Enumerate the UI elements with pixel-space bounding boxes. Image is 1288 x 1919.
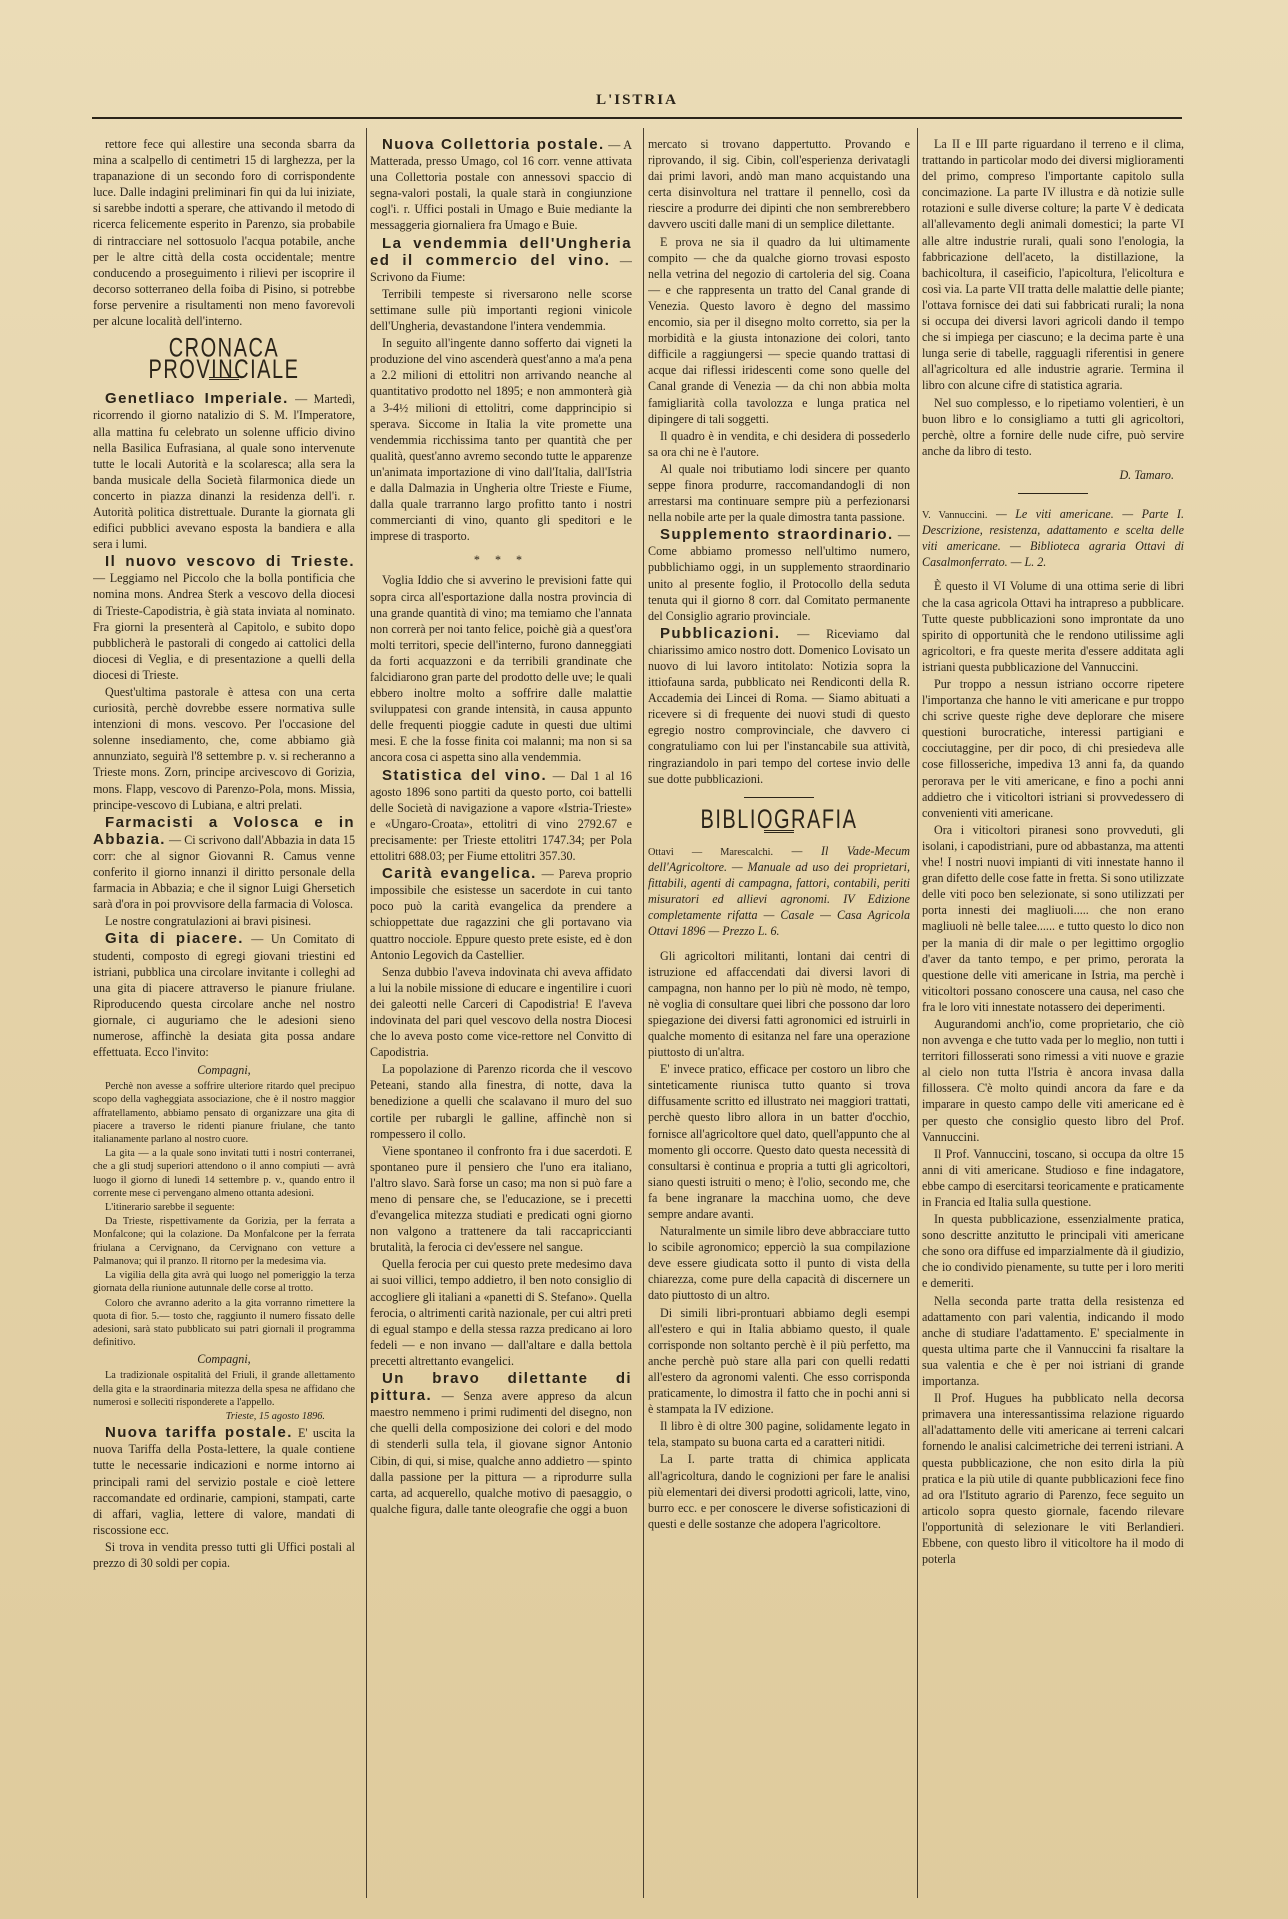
paragraph: La II e III parte riguardano il terreno e il clima, trattando in particolar modo dei diversi miglioramenti del primo, compreso l'importante capitolo sulla concimazione. La parte IV illustra e dà notizie sulle rotazioni e sulle diverse colture; la parte V è dedicata all'allevamento degli animali domestici; la parte VI alle altre industrie rurali, quali sono l'enologia, la fabbricazione dell'aceto, la distillazione, la bachicoltura, il caseificio, l'apicoltura, l'elicoltura e così via. La parte VII tratta delle malattie delle piante; l'ottava fornisce dei dati sui fabbricati rurali; la nona si occupa dei diversi lavori agricoli dando il tempo che si impiega per ciascuno; e la decima parte è una lunga serie di tabelle, ragguagli riferentisi in genere all'agricoltura ed alle industrie agrarie. Termina il libro con alcune cifre di statistica agraria.: [922, 137, 1184, 393]
paragraph: Il libro è di oltre 300 pagine, solidamente legato in tela, stampato su buona carta ed a caratteri nitidi.: [648, 1419, 910, 1450]
paragraph: Il Prof. Vannuccini, toscano, si occupa da oltre 15 anni di viti americane. Studioso e fine indagatore, ebbe campo di esercitarsi teoricamente e praticamente in Francia ed Italia sulla questione.: [922, 1146, 1184, 1210]
article-body: — Leggiamo nel Piccolo che la bolla pontificia che nomina mons. Andrea Sterk a vescovo della diocesi di Trieste-Capodistria, è già stata inviata al nominato. Fra giorni la presenterà al Capitolo, e subito dopo pubblicherà le pastorali di congedo ai cattolici della diocesi di Veglia, e di presentazione a quelli della diocesi di Trieste.: [93, 571, 355, 682]
article-body: — Un Comitato di studenti, composto di egregi giovani triestini ed istriani, pubblica una circolare invitante i colleghi ad una gita di piacere attraverso le pianure friulane. Riproducendo questa circolare anche nel nostro giornale, ci auguriamo che le adesioni sieno numerose, affinchè la desiata gita possa andare effettuata. Ecco l'invito:: [93, 932, 355, 1060]
paragraph: Le nostre congratulazioni ai bravi pisinesi.: [105, 914, 312, 929]
signature: D. Tamaro.: [1119, 467, 1174, 482]
book-author: V. Vannuccini.: [922, 509, 988, 521]
section-title-cronaca: CRONACA PROVINCIALE: [148, 333, 300, 385]
article-title: Gita di piacere.: [105, 930, 244, 948]
paragraph: La tradizionale ospitalità del Friuli, il grande allettamento della gita e la straordinaria mitezza della spesa ne affidano che numerosi e sollecìti risponderete a l'appello.: [93, 1370, 355, 1408]
article-body: — Scrivono da Fiume:: [370, 253, 632, 284]
article-body: — Riceviamo dal chiarissimo amico nostro dott. Domenico Lovisato un nuovo di lui lavoro intitolato: Notizia sopra la ittiofauna sarda, pubblicato nei Rendiconti della R. Accademia dei Lincei di Roma. — Siamo abituati a ricevere si di frequente dei nuovi studi di questo egregio nostro comprovinciale, che davvero ci congratuliamo con lui per l'instancabile sua attività, ringraziandolo in pari tempo del cortese invio delle sue dotte pubblicazioni.: [648, 626, 910, 786]
article-title: Nuova Collettoria postale.: [382, 136, 605, 153]
column-3: [648, 136, 910, 1896]
paragraph: È questo il VI Volume di una ottima serie di libri che la casa agricola Ottavi ha intrapreso a pubblicare. Tutte queste pubblicazioni sono improntate da uno spirito di opportunità che le rendono utilissime agli agricoltori, e fra queste merita d'essere additata agli istriani questa pubblicazione del Vannuccini.: [922, 579, 1184, 674]
dateline: Trieste, 15 agosto 1896.: [225, 1411, 325, 1423]
paragraph: Di simili libri-prontuari abbiamo degli esempi all'estero e qui in Italia abbiamo questo, il quale corrisponde non soltanto perchè è il più perfetto, ma anche perchè può stare alla pari con quelli redatti all'estero da agronomi valenti. Che esso corrisponda praticamente, lo dimostra il fatto che in pochi anni si è stampata la IV edizione.: [648, 1305, 910, 1417]
paragraph: Il quadro è in vendita, e chi desidera di possederlo sa ora chi ne è l'autore.: [648, 428, 910, 459]
divider: [1018, 493, 1088, 494]
paragraph: La I. parte tratta di chimica applicata all'agricoltura, dando le cognizioni per fare le analisi più elementari dei diversi prodotti agricoli, latte, vino, burro ecc. e per conoscere le diverse sofisticazioni di questi e delle sostanze che adopera l'agricoltore.: [648, 1452, 910, 1531]
column-2: [370, 136, 632, 1896]
column-rule: [643, 128, 644, 1898]
paragraph: Gli agricoltori militanti, lontani dai centri di istruzione ed affaccendati dai diversi lavori di campagna, non hanno per lo più nè modo, nè tempo, nè voglia di consultare quei libri che possono dar loro spiegazione dei diversi fatti agronomici ed istruirli in qualche momento di esitanza nel fare una operazione piuttosto di un'altra.: [648, 948, 910, 1060]
paragraph: In questa pubblicazione, essenzialmente pratica, sono descritte anzitutto le principali viti americane che sono ora diffuse ed imparzialmente dà il giudizio, che io condivido pienamente, su tutte per i loro meriti e demeriti.: [922, 1212, 1184, 1291]
paragraph: Da Trieste, rispettivamente da Gorizia, per la ferrata a Monfalcone; qui la colazione. Da Monfalcone per la ferrata friulana a Cervignano, da Cervignano con vetture a Palmanova; qui il pranzo. Il ritorno per la medesima via.: [93, 1216, 355, 1267]
paragraph: Terribili tempeste si riversarono nelle scorse settimane sulle più importanti regioni vinicole dell'Ungheria, devastandone l'intera vendemmia.: [370, 286, 632, 334]
article-title: Supplemento straordinario.: [660, 526, 894, 544]
paragraph: La vigilia della gita avrà qui luogo nel pomeriggio la terza giornata della riunione autunnale delle corse al trotto.: [93, 1270, 355, 1295]
article-title: Carità evangelica.: [382, 865, 537, 883]
header-rule: [92, 117, 1182, 119]
paragraph: Ora i viticoltori piranesi sono provveduti, gli isolani, i capodistriani, pure od abbastanza, ma attenti vhe! I nostri nuovi impianti di viti innestate hanno il gran difetto delle cose fatte in fretta. Si sono utilizzate delle viti poco ben selezionate, si sono utilizzati per porta innesti dei magliuoli..... che non erano magliuoli nè belle talee...... e tutto questo lo dico non per la mania di dir male o per legittimo orgoglio d'aver da tanto tempo, e per primo, perorata la questione delle viti americane in Istria, ma perchè i viticoltori possano conoscere una causa, nel caso che fra le loro viti innestate notassero dei deperimenti.: [922, 822, 1184, 1014]
paragraph: E' invece pratico, efficace per costoro un libro che sinteticamente riunisca tutto quanto si trova diffusamente scritto ed illustrato nei maggiori trattati, perchè questo libro allora in un batter d'occhio, fornisce all'agricoltore quel dato, quell'appunto che al momento gli occorre. Questo dato questa necessità di consultarsi è continua e propria a tutti gli agricoltori, siano questi istruiti o meno; è l'olio, secondo me, che fa bene ingranare la macchina uomo, che deve sempre andare avanti.: [648, 1062, 910, 1222]
paragraph: Quella ferocia per cui questo prete medesimo dava ai suoi villici, tempo addietro, il ben noto consiglio di accogliere gli italiani a «panetti di S. Stefano». Quella ferocia, o altrimenti carità nazionale, per cui altri preti di egual stampo e della stessa razza predicano ai loro fedeli — e non invano — dall'altare e dalla bettola precetti altrettanto evangelici.: [370, 1257, 632, 1368]
book-author: Ottavi — Marescalchi.: [648, 846, 774, 858]
salutation: Compagni,: [197, 1063, 251, 1078]
section-title-bibliografia: BIBLIOGRAFIA: [700, 804, 858, 835]
paragraph: La gita — a la quale sono invitati tutti i nostri conterranei, che a gli studj superiori attendono o il anno compiuti — avrà luogo il giorno di lunedì 14 settembre p. v., quando entro il corrente mese ci pervengano almeno ottanta adesioni.: [93, 1148, 355, 1199]
paragraph: Quest'ultima pastorale è attesa con una certa curiosità, perchè dovrebbe essere normativa sulle intenzioni di mons. vescovo. Per l'occasione del solenne insediamento, che, come abbiamo già annunziato, seguirà l'8 settembre p. v. si recheranno a Trieste mons. Zorn, principe arcivescovo di Gorizia, mons. Flapp, vescovo di Parenzo-Pola, mons. Missia, principe-vescovo di Lubiana, e altri prelati.: [93, 685, 355, 812]
column-1: [93, 136, 355, 1896]
paragraph: La popolazione di Parenzo ricorda che il vescovo Peteani, stando alla finestra, di notte, dava la benedizione a quelli che scalavano il muro del suo cortile per rubargli le galline, affinchè non si rompessero il collo.: [370, 1062, 632, 1141]
article-title: Statistica del vino.: [382, 766, 548, 784]
asterism: * * *: [473, 553, 529, 568]
paragraph: rettore fece qui allestire una seconda sbarra da mina a scalpello di centimetri 15 di larghezza, per la trapanazione di un secondo foro di corrispondente luce. Dalle indagini preliminari fin qui da lui iniziate, si sarebbe indotti a sperare, che attivando il metodo di ricerca felicemente esperito in Parenzo, sia probabile di rintracciare nel sottosuolo l'acqua potabile, anche per le altre città della costa occidentale; mentre conducendo a proseguimento i rilievi per iscoprire il decorso sotterraneo della foiba di Pisino, si potrebbe forse pervenire a risultamenti non meno favorevoli per alcune località dell'interno.: [93, 137, 355, 329]
article-body: — Martedì, ricorrendo il giorno natalizio di S. M. l'Imperatore, alla mattina fu celebrato un solenne ufficio divino nella Basilica Eufrasiana, al quale sono intervenute tutte le locali Autorità e la scolaresca; alla sera la banda musicale della Società filarmonica diede un concerto in piazza dinanzi la residenza dell'i. r. Autorità politica distrettuale. Durante la giornata gli edifici pubblici avevano esposta la bandiera e alla sera i lumi.: [93, 392, 355, 552]
paragraph: Al quale noi tributiamo lodi sincere per quanto seppe finora produrre, raccomandandogli di non arrestarsi ma continuare sempre più a perfezionarsi nella nobile arte per la quale dimostra tanta passione.: [648, 461, 910, 525]
paragraph: Senza dubbio l'aveva indovinata chi aveva affidato a lui la nobile missione di educare e ingentilire i cuori dei galeotti nelle Carceri di Capodistria! E l'aveva indovinata del pari quel vescovo della nostra Diocesi che lo aveva posto come vice-rettore nel Convitto di Capodistria.: [370, 964, 632, 1060]
article-title: Farmacisti a Volosca e in Abbazia.: [93, 813, 355, 848]
article-title: Pubblicazioni.: [660, 624, 781, 642]
divider: [744, 797, 814, 798]
paragraph: Si trova in vendita presso tutti gli Uffici postali al prezzo di 30 soldi per copia.: [93, 1539, 355, 1570]
paragraph: Pur troppo a nessun istriano occorre ripetere l'importanza che hanno le viti americane e pur troppo chi scrive queste righe deve deplorare che misere questioni burocratiche, interessi partigiani e cocciutaggine, per dir poco, di chi presiedeva alle cose fillosseriche, impediva 13 anni fa, da quando perorava per le viti americane, e fino a pochi anni addietro che i viticoltori istriani si provvedessero di convenienti viti americane.: [922, 677, 1184, 820]
paragraph: L'itinerario sarebbe il seguente:: [105, 1202, 235, 1214]
column-4: [922, 136, 1184, 1896]
book-title: — Il Vade-Mecum dell'Agricoltore. — Manuale ad uso dei proprietari, fittabili, agenti di campagna, fattori, contabili, periti misuratori ed allievi agronomi. IV Edizione completamente rifatta — Casale — Casa Agricola Ottavi 1896 — Prezzo L. 6.: [648, 843, 910, 939]
article-body: E' uscita la nuova Tariffa della Posta-lettere, la quale contiene tutte le necessarie indicazioni e norme intorno ai principali rami del servizio postale e cioè lettere raccomandate ed ordinarie, campioni, stampati, carte di affari, vaglia, lettere di valore, mandati di riscossione ecc.: [93, 1426, 355, 1537]
paragraph: Augurandomi anch'io, come proprietario, che ciò non avvenga e che tutto vada per lo meglio, non tutti i territori fillosserati sono rimessi a viti nuove e grazie al cielo non tutta l'Istria è ancora invasa dalla fillossera. C'è molto quindi ancora da fare e da imparare in questo campo delle viti americane ed è per questo che consiglio questo libro del Prof. Vannuccini.: [922, 1016, 1184, 1144]
article-body: — Ci scrivono dall'Abbazia in data 15 corr: che al signor Giovanni R. Camus venne conferito il giorno innanzi il diritto personale della farmacia in Abbazia; e che il signor Luigi Ghersetich sarà d'ora in poi provvisore della farmacia di Volosca.: [93, 832, 355, 912]
paragraph: In seguito all'ingente danno sofferto dai vigneti la produzione del vino ascenderà quest'anno a ma'a pena a 2.2 milioni di ettolitri non arrivando neanche al quantitativo prodotto nel 1895; e non ammonterà già a 3-4½ milioni di ettolitri, come dapprincipio si sperava. Siccome in Italia la vite promette una vendemmia ricchissima tanto per quantità che per qualità, quest'anno avremo secondo tutte le apparenze un'animata importazione di vino dall'Italia, dall'Istria e dalla Dalmazia in Ungheria oltre Trieste e Fiume, dalla quale trarranno largo profitto tanto i nostri commercianti di vino, quanto gli speditori e le imprese di trasporto.: [370, 336, 632, 544]
article-title: Un bravo dilettante di pittura.: [370, 1370, 632, 1405]
article-title: Genetliaco Imperiale.: [105, 390, 289, 408]
paragraph: mercato si trovano dappertutto. Provando e riprovando, il sig. Cibin, coll'esperienza derivatagli dai primi lavori, andò man mano acquistando una certa disinvoltura nel trattare il pennello, così da riescire a produrre dei dipinti che non sembrerebbero davvero usciti dalle mani di un semplice dilettante.: [648, 137, 910, 232]
paragraph: Coloro che avranno aderito a la gita vorranno rimettere la quota di fior. 5.— tosto che, raggiunto il numero fissato delle adesioni, sarà stato pubblicato sui patri giornali il programma definitivo.: [93, 1297, 355, 1349]
article-body: — Pareva proprio impossibile che esistesse un sacerdote in cui tanto poco può la carità evangelica da prendere a schioppettate due ragazzini che gli portavano via quattro nocciole. Eppure questo prete esiste, ed è don Antonio Legovich da Castellier.: [370, 867, 632, 962]
column-rule: [917, 128, 918, 1898]
article-body: — A Matterada, presso Umago, col 16 corr. venne attivata una Collettoria postale con annessovi spaccio di segna-valori postali, la quale starà in congiunzione cogl'i. r. Uffici postali in Umago e Buie mediante la messaggeria giornaliera fra Umago e Buie.: [370, 138, 632, 233]
salutation: Compagni,: [197, 1352, 251, 1367]
column-rule: [366, 128, 367, 1898]
article-title: Nuova tariffa postale.: [105, 1424, 293, 1442]
book-title: — Le viti americane. — Parte I. Descrizione, resistenza, adattamento e scelta delle viti americane. — Biblioteca agraria Ottavi di Casalmonferrato. — L. 2.: [922, 506, 1184, 570]
paragraph: Il Prof. Hugues ha pubblicato nella decorsa primavera una interessantissima relazione riguardo all'adattamento delle viti americane ai terreni calcari fornendo le analisi calcimetriche dei terreni istriani. A questa pubblicazione, che non esito dirla la più pratica e la più utile di quante pubblicazioni fece fino ad ora l'Istituto agrario di Parenzo, fece seguito un articolo sopra questo giornale, facendo rilevare l'opportunità di selezionare le viti Berlandieri. Ebbene, con questo libro il viticoltore ha il modo di poterla: [922, 1391, 1184, 1567]
paragraph: Nel suo complesso, e lo ripetiamo volentieri, è un buon libro e lo consigliamo a tutti gli agricoltori, perchè, oltre a fornire delle nude cifre, può servire anche da libro di testo.: [922, 395, 1184, 458]
paragraph: Viene spontaneo il confronto fra i due sacerdoti. E spontaneo pure il pensiero che l'uno era italiano, l'altro slavo. Sarà forse un caso; ma non si può fare a meno di pensare che, se l'educazione, se i precetti d'evangelica mitezza studiati e predicati ogni giorno non valgono a trattenere da tali raccapriccianti brutalità, la ferocia ci dev'essere nel sangue.: [370, 1143, 632, 1255]
paragraph: E prova ne sia il quadro da lui ultimamente compito — che da qualche giorno trovasi esposto nella vetrina del negozio di cartoleria del sig. Coana — e che rappresenta un tratto del Canal grande di Venezia. Questo lavoro è degno del massimo encomio, sia per il disegno molto corretto, sia per la morbidità e la giusta intonazione dei colori, tanto difficile a raggiungersi — specie quando trattasi di acque dai riflessi iridescenti come sono quelle del Canal grande di Venezia — da chi non abbia molta famigliarità colla tavolozza e lunga pratica nel dipingere di tali soggetti.: [648, 234, 910, 426]
paragraph: Voglia Iddio che si avverino le previsioni fatte qui sopra circa all'esportazione dalla nostra provincia di una grande quantità di vino; ma temiamo che l'annata non correrà per noi tanto felice, poichè già a quest'ora molti territori, specie dell'interno, furono danneggiati da forti acquazzoni e da terribili grandinate che falcidiarono gran parte del prodotto delle uve; le quali ebbero inoltre molto a soffrire dalle malattie sviluppatesi con grande intensità, in causa appunto delle frequenti pioggie cadute in questi due ultimi mesi. E che la fosse finita coi malanni; ma non si sa ancora cosa ci aspetta sino alla vendemmia.: [370, 573, 632, 765]
article-body: — Come abbiamo promesso nell'ultimo numero, pubblichiamo oggi, in un supplemento straordinario unito al presente foglio, il Protocollo della seduta tenuta qui il giorno 8 corr. dal Comitato permanente del Consiglio agrario provinciale.: [648, 528, 910, 623]
article-title: La vendemmia dell'Ungheria ed il commercio del vino.: [370, 234, 632, 269]
paragraph: Nella seconda parte tratta della resistenza ed adattamento con pari valentia, indicando il modo anche di studiare l'adattamento. E' specialmente in questa ultima parte che il Vannuccini fa risaltare la sua valentia e che è per noi istriani di grande importanza.: [922, 1293, 1184, 1389]
paragraph: Perchè non avesse a soffrire ulteriore ritardo quel precipuo scopo della vagheggiata associazione, che è il nostro maggior affratellamento, abbiamo pensato di organizzare una gita di piacere a traverso le ridenti pianure friulane, che tanto italianamente parlano al nostro cuore.: [93, 1081, 355, 1146]
article-body: — Dal 1 al 16 agosto 1896 sono partiti da questo porto, coi battelli delle Società di navigazione a vapore «Istria-Trieste» e «Ungaro-Croata», ettolitri di vino 2792.67 e precisamente: per Trieste ettolitri 1747.34; per Pola ettolitri 688.03; per Fiume ettolitri 357.30.: [370, 768, 632, 864]
page-header: L'ISTRIA: [596, 92, 678, 108]
article-title: Il nuovo vescovo di Trieste.: [105, 553, 355, 571]
article-body: — Senza avere appreso da alcun maestro nemmeno i primi rudimenti del disegno, non che quelli della composizione dei colori e del modo di stenderli sulla tela, il giovane signor Antonio Cibin, di qui, si mise, qualche anno addietro — spinto dalla passione per la pittura — a riprodurre sulla carta, ad acquerello, qualche motivo di paesaggio, o qualche figura, dalle tante oleografie che oggi a buon: [370, 1389, 632, 1516]
paragraph: Naturalmente un simile libro deve abbracciare tutto lo scibile agronomico; epperciò la sua compilazione deve essere giudicata sotto il punto di vista della chiarezza, come pure della capacità di discernere un dato piuttosto di un altro.: [648, 1224, 910, 1303]
